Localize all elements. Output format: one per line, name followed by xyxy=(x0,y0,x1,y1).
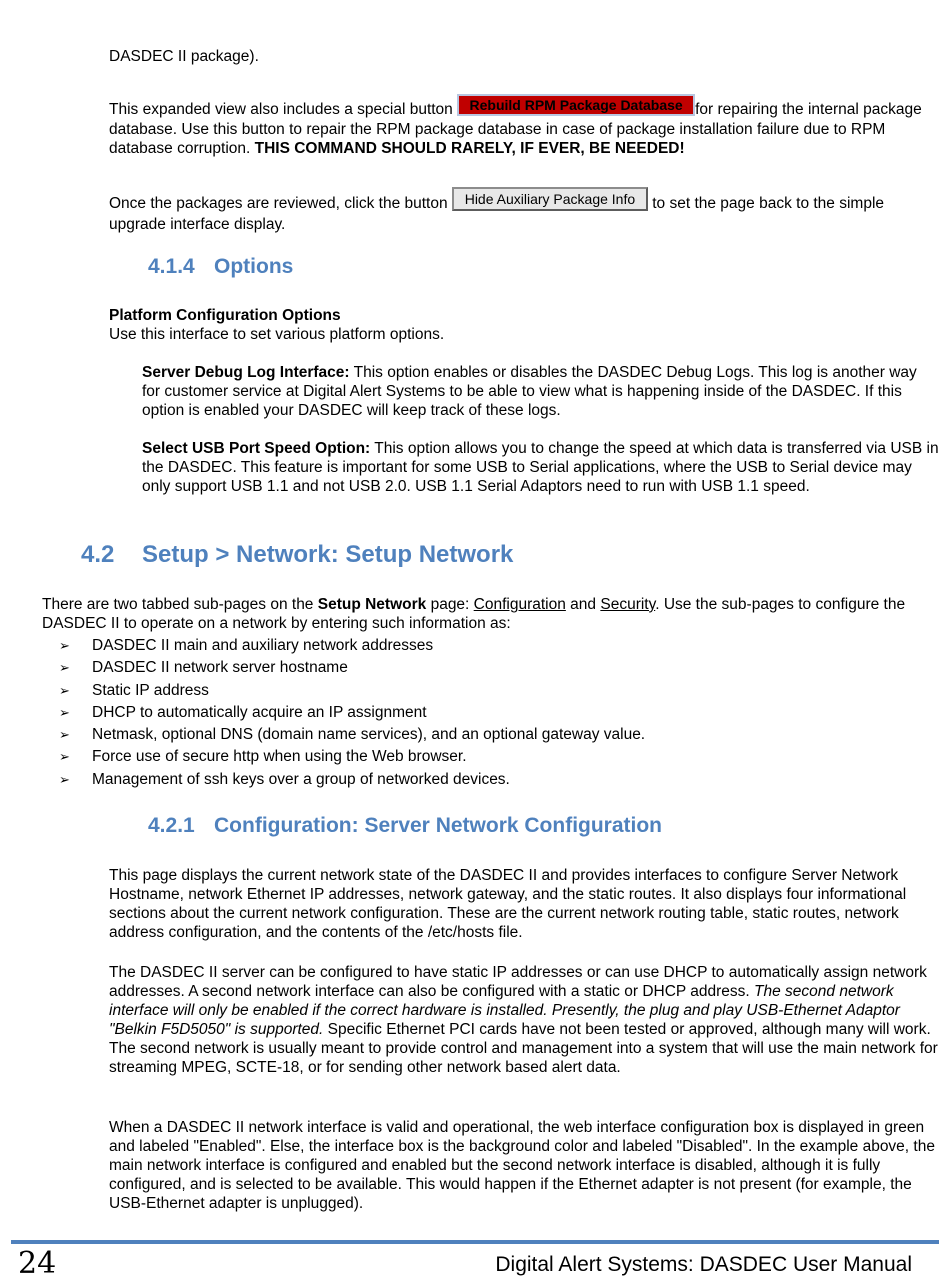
list-item-text: Management of ssh keys over a group of networked devices. xyxy=(92,770,510,788)
list-item xyxy=(42,636,939,658)
list-item xyxy=(42,725,939,747)
network-intro-text: and xyxy=(565,596,601,613)
hide-text-before: Once the packages are reviewed, click the button xyxy=(109,195,452,212)
rebuild-text-after: for repairing the internal package database. Use this button to repair the RPM package database in case of package installation failure due to RPM database corruption. xyxy=(109,101,922,157)
list-item xyxy=(42,658,939,680)
list-item xyxy=(42,747,939,769)
list-item-text: Force use of secure http when using the Web browser. xyxy=(92,748,467,766)
network-intro-text: There are two tabbed sub-pages on the xyxy=(42,596,318,613)
config-paragraph-3: When a DASDEC II network interface is valid and operational, the web interface configuration box is displayed in green and labeled "Enabled". Else, the interface box is the background color and labeled "Disabled". In the example above, the main network interface is configured and enabled but the second network interface is disabled, although it is fully configured, and is selected to be available. This would happen if the Ethernet adapter is not present (for example, the USB-Ethernet adapter is unplugged). xyxy=(109,1119,935,1212)
list-item-text: DASDEC II main and auxiliary network addresses xyxy=(92,637,434,654)
footer-title: Digital Alert Systems: DASDEC User Manual xyxy=(495,1253,912,1276)
section-number: 4.2.1 xyxy=(148,814,195,837)
list-item-text: DASDEC II network server hostname xyxy=(92,659,348,677)
section-title: Options xyxy=(214,255,294,278)
network-intro-text: . Use the sub-pages to configure the DASDEC II to operate on a network by entering such information as: xyxy=(42,596,906,632)
section-number: 4.1.4 xyxy=(148,255,195,278)
debug-log-paragraph xyxy=(142,363,939,420)
debug-log-text: This option enables or disables the DASDEC Debug Logs. This log is another way for customer service at Digital Alert Systems to be able to view what is happening inside of the DASDEC. If this option is enabled your DASDEC will keep track of these logs. xyxy=(142,364,917,419)
config-italic-note: The second network interface will only be enabled if the correct hardware is installed. Presently, the plug and play USB-Ethernet Adaptor "Belkin F5D5050" is supported. xyxy=(109,983,900,1038)
security-link[interactable]: Security xyxy=(600,596,656,613)
section-number: 4.2 xyxy=(81,541,115,568)
config-text: The DASDEC II server can be configured to have static IP addresses or can use DHCP to automatically assign network addresses. A second network interface can also be configured with a static or DHCP address. xyxy=(109,964,927,1000)
arrow-bullet-icon: ➢ xyxy=(59,771,70,787)
intro-fragment: DASDEC II package). xyxy=(109,48,259,65)
config-text: Specific Ethernet PCI cards have not been tested or approved, although many will work. The second network is usually meant to provide control and management into a system that will use the main network for streaming MPEG, SCTE-18, or for sending other network based alert data. xyxy=(109,1021,938,1076)
platform-options-heading: Platform Configuration Options xyxy=(109,307,341,324)
debug-log-label: Server Debug Log Interface: xyxy=(142,364,350,381)
network-intro-text: page: xyxy=(426,596,474,613)
list-item-text: DHCP to automatically acquire an IP assignment xyxy=(92,703,427,721)
platform-options-desc: Use this interface to set various platform options. xyxy=(109,326,445,343)
setup-network-bold: Setup Network xyxy=(317,596,427,613)
rebuild-rpm-database-button[interactable]: Rebuild RPM Package Database xyxy=(457,94,695,116)
usb-speed-paragraph xyxy=(142,439,939,496)
configuration-link[interactable]: Configuration xyxy=(473,596,566,613)
hide-paragraph xyxy=(109,191,939,234)
hide-auxiliary-package-info-button[interactable]: Hide Auxiliary Package Info xyxy=(452,187,648,211)
rebuild-warning: THIS COMMAND SHOULD RARELY, IF EVER, BE NEEDED! xyxy=(254,140,685,157)
network-features-list xyxy=(42,636,939,792)
section-heading-4-2-1 xyxy=(148,813,662,839)
platform-options-block xyxy=(109,306,939,344)
section-title: Setup > Network: Setup Network xyxy=(142,541,514,568)
page-number: 24 xyxy=(18,1246,57,1281)
arrow-bullet-icon: ➢ xyxy=(59,638,70,653)
rebuild-paragraph xyxy=(109,98,939,158)
arrow-bullet-icon: ➢ xyxy=(59,749,70,765)
arrow-bullet-icon: ➢ xyxy=(59,727,70,743)
list-item xyxy=(42,703,939,725)
config-paragraph-1: This page displays the current network state of the DASDEC II and provides interfaces to configure Server Network Hostname, network Ethernet IP addresses, network gateway, and the static routes. It also displays four informational sections about the current network configuration. These are the current network routing table, static routes, network address configuration, and the contents of the /etc/hosts file. xyxy=(109,867,907,941)
rebuild-text-before: This expanded view also includes a special button xyxy=(109,101,458,118)
arrow-bullet-icon: ➢ xyxy=(59,704,70,720)
list-item-text: Static IP address xyxy=(92,681,209,699)
config-paragraph-2 xyxy=(109,963,939,1077)
list-item-text: Netmask, optional DNS (domain name services), and an optional gateway value. xyxy=(92,726,646,744)
network-intro-paragraph xyxy=(42,595,939,633)
list-item xyxy=(42,681,939,703)
usb-speed-label: Select USB Port Speed Option: xyxy=(142,440,371,457)
list-item xyxy=(42,770,939,792)
hide-text-after: to set the page back to the simple upgrade interface display. xyxy=(109,195,885,233)
arrow-bullet-icon: ➢ xyxy=(59,660,70,676)
section-heading-4-1-4 xyxy=(148,254,293,280)
footer-divider xyxy=(11,1240,939,1244)
usb-speed-text: This option allows you to change the speed at which data is transferred via USB in the DASDEC. This feature is important for some USB to Serial applications, where the USB to Serial device may only support USB 1.1 and not USB 2.0. USB 1.1 Serial Adaptors need to run with USB 1.1 speed. xyxy=(142,440,939,495)
section-heading-4-2 xyxy=(81,540,513,570)
section-title: Configuration: Server Network Configuration xyxy=(214,814,663,837)
arrow-bullet-icon: ➢ xyxy=(59,682,70,698)
